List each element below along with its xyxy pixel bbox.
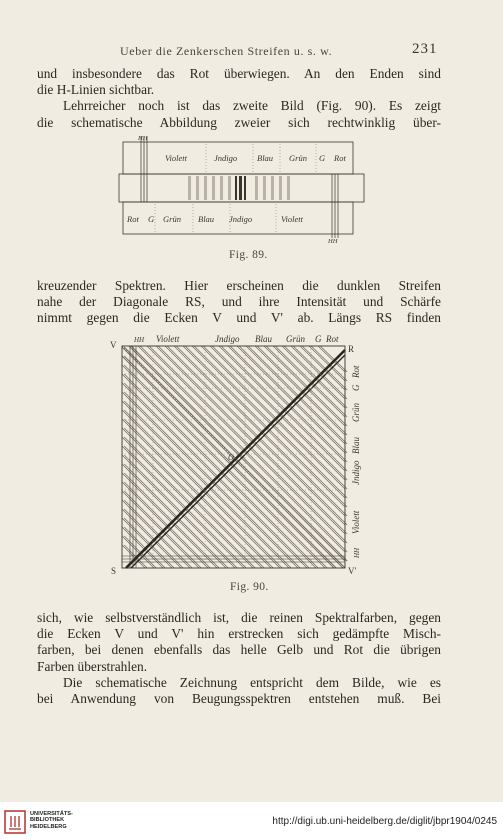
hatch-line [122,374,316,568]
text-line: Die schematische Zeichnung entspricht dem Bilde, wie es [63,674,441,690]
text-line: nahe der Diagonale RS, und ihre Intensität und Schärfe [37,294,441,310]
fig89-label-blau-bottom: Blau [198,214,215,224]
fig90-label-g-side: G [351,384,361,391]
fig90-label-indigo-side: Jndigo [351,460,361,485]
fig89-label-indigo-bottom: Jndigo [229,214,253,224]
fig90-center-o: O [228,453,234,462]
fig89-label-g-bottom: G [148,214,155,224]
fig90-label-blau-top: Blau [255,334,272,344]
text-line: die Ecken V und V' hin erstrecken sich gedämpfte Misch- [37,626,441,642]
fig90-label-indigo-top: Jndigo [215,334,240,344]
hatch-line [248,346,347,444]
text-line: bei Anwendung von Beugungsspektren entstehen muß. Bei [37,691,441,707]
hatch-line [246,346,345,444]
text-line: kreuzender Spektren. Hier erscheinen die dunklen Streifen [37,278,441,293]
source-url-link[interactable]: http://digi.ub.uni-heidelberg.de/diglit/jbpr1904/0245 [272,816,497,827]
hatch-line [176,346,347,516]
hatch-line [230,346,347,462]
text-line: und insbesondere das Rot überwiegen. An den Enden sind [37,66,441,81]
hatch-line [194,346,347,498]
figure-89-caption: Fig. 89. [229,249,268,261]
fig89-label-hh-bottom: HH [328,238,338,244]
hatch-line [122,428,262,568]
fig89-label-indigo-top: Jndigo [214,153,238,163]
hatch-line [201,346,345,489]
paragraph-2 [37,278,441,327]
text-line: Lehrreicher noch ist das zweite Bild (Fig. 90). Es zeigt [63,98,441,114]
fig90-corner-s: S [111,566,117,576]
fig89-label-violett-top: Violett [165,153,188,163]
text-line: nimmt gegen die Ecken V und V' ab. Längs RS finden [37,310,441,326]
fig90-label-blau-side: Blau [351,437,361,454]
running-title: Ueber die Zenkerschen Streifen u. s. w. [120,44,333,58]
hatch-line [124,428,264,568]
fig90-corner-v: V [110,340,117,350]
hatch-line [129,346,345,561]
page-number: 231 [412,41,438,57]
fig89-label-rot-top: Rot [334,153,346,163]
fig90-corner-r: R [348,344,355,354]
fig90-label-gruen-top: Grün [286,334,306,344]
hatch-line [124,482,210,568]
hatch-line [311,346,347,381]
fig89-label-violett-bottom: Violett [281,214,304,224]
hatch-line [122,410,280,568]
figure-90 [108,330,373,578]
hatch-line [282,346,345,408]
figure-89 [118,132,368,244]
page-footer [0,802,503,839]
hatch-line [239,346,347,453]
fig90-label-hh-top: HH [134,336,145,344]
hatch-line [192,346,345,498]
fig89-label-gruen-bottom: Grün [163,214,181,224]
fig89-label-g-top: G [319,153,326,163]
fig90-corner-v2: V' [348,566,357,576]
figure-90-caption: Fig. 90. [230,581,269,593]
fig89-label-gruen-top: Grün [289,153,307,163]
page-header [0,41,503,61]
hatch-line [228,346,345,462]
library-logo-icon [4,810,26,834]
hatch-line [284,346,347,408]
text-line: farben, bei denen ebenfalls das helle Gelb und Rot die übrigen [37,642,441,658]
hatch-line [122,518,172,568]
text-line: sich, wie selbstverständlich ist, die reinen Spektralfarben, gegen [37,610,441,625]
fig90-label-gruen-side: Grün [351,402,361,422]
fig89-label-rot-bottom: Rot [127,214,139,224]
fig90-label-violett-side: Violett [351,510,361,534]
paragraph-3 [37,610,441,707]
hatch-line [124,437,255,568]
fig90-label-g-top: G [315,334,322,344]
text-line: Farben überstrahlen. [37,658,148,674]
fig90-label-hh-side: HH [353,547,361,558]
text-line: die H-Linien sichtbar. [37,82,155,98]
fig89-label-hh-top: HH [138,135,148,142]
hatch-line [122,482,208,568]
hatch-line [293,346,347,399]
hatch-line [291,346,345,399]
paragraph-1 [37,66,441,131]
fig89-label-blau-top: Blau [257,153,274,163]
fig90-label-rot-top: Rot [326,334,339,344]
fig90-label-violett-top: Violett [156,334,180,344]
hatch-line [122,392,298,568]
fig90-label-rot-side: Rot [351,365,361,378]
library-name: UNIVERSITÄTS- BIBLIOTHEK HEIDELBERG [30,811,73,830]
hatch-line [124,374,318,568]
text-line: die schematische Abbildung zweier sich rechtwinklig über- [37,114,441,130]
